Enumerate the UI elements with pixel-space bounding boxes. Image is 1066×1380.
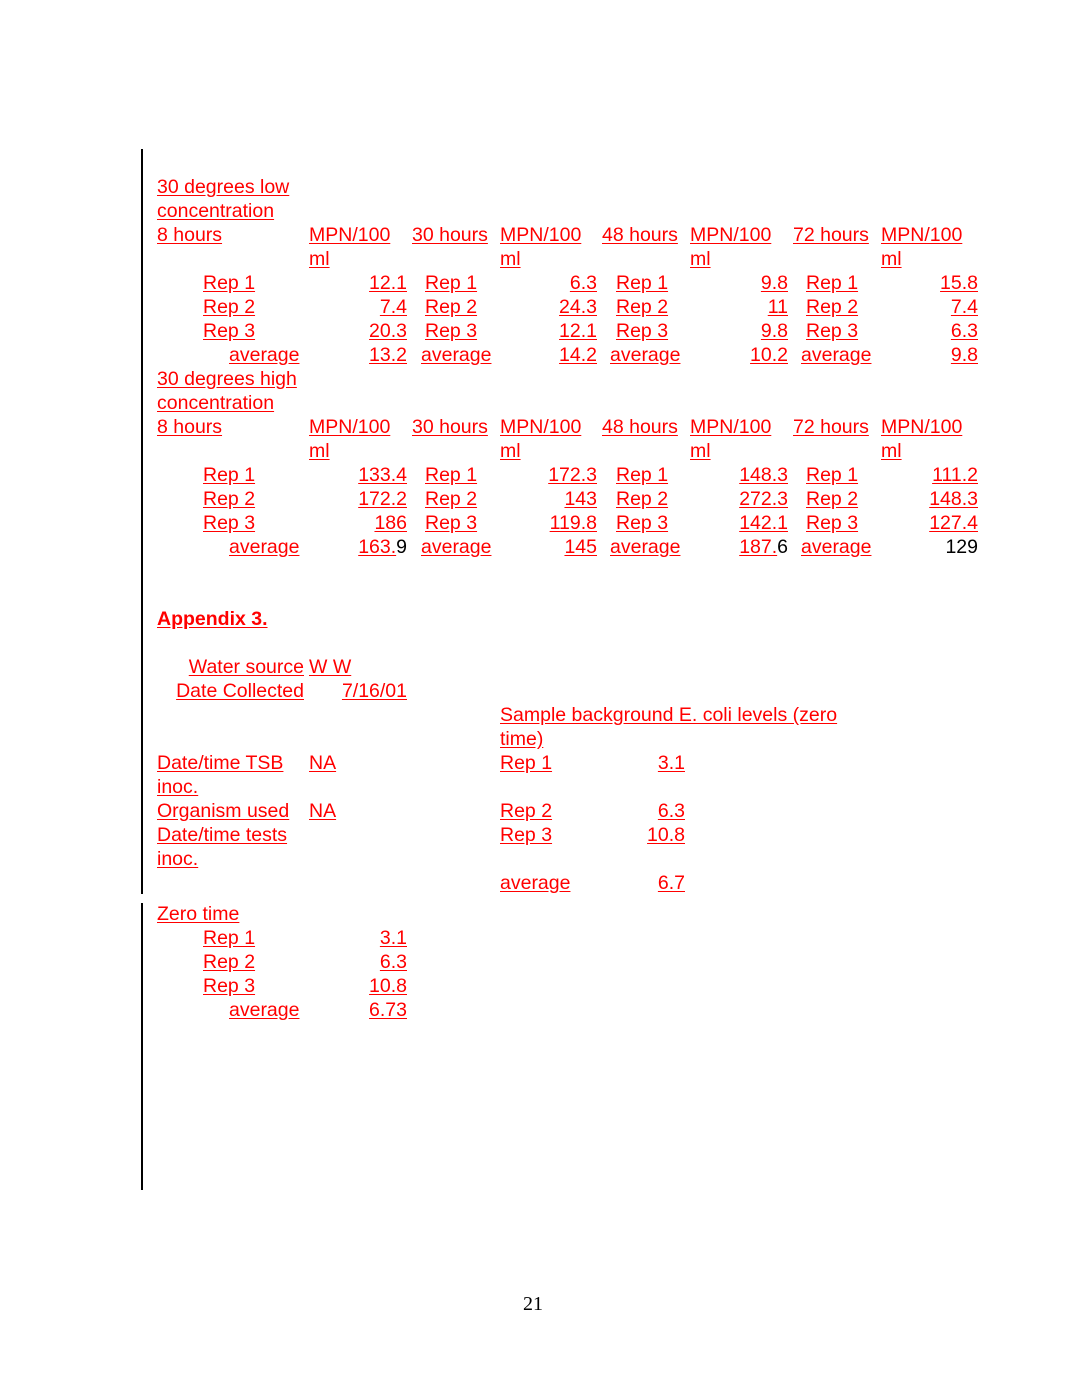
low-rep3-48h: 9.8 (760, 320, 788, 342)
tests-label-line1: Date/time tests (157, 824, 288, 846)
low-rep1-label-48h: Rep 1 (616, 272, 669, 294)
high-average-48h-main: 187. (739, 536, 778, 558)
high-average-label-30h: average (421, 536, 492, 558)
high-rep1-label-72h: Rep 1 (806, 464, 859, 486)
high-rep3-label: Rep 3 (203, 512, 256, 534)
low-average-8h: 13.2 (369, 344, 407, 366)
low-time-30h: 30 hours (412, 224, 488, 246)
low-rep2-72h: 7.4 (950, 296, 978, 318)
background-average-value: 6.7 (657, 872, 685, 894)
high-rep1-label-30h: Rep 1 (425, 464, 478, 486)
high-average-label-72h: average (801, 536, 872, 558)
zero-rep2-value: 6.3 (379, 951, 407, 973)
appendix-heading: Appendix 3. (157, 608, 268, 630)
low-average-label-72h: average (801, 344, 872, 366)
low-unit-col4: MPN/100 (881, 224, 963, 246)
tsb-label-line1: Date/time TSB (157, 752, 284, 774)
low-unit-col3: MPN/100 (690, 224, 772, 246)
low-rep3-72h: 6.3 (950, 320, 978, 342)
high-average-label-48h: average (610, 536, 681, 558)
high-time-72h: 72 hours (793, 416, 869, 438)
low-average-30h: 14.2 (559, 344, 597, 366)
high-unit-col1-ml: ml (309, 440, 330, 462)
low-title-line1: 30 degrees low (157, 176, 290, 198)
tsb-value: NA (309, 752, 337, 774)
date-collected-value: 7/16/01 (341, 680, 407, 702)
tests-label-line2: inoc. (157, 848, 199, 870)
date-collected-label: Date Collected (176, 680, 304, 702)
low-unit-col2: MPN/100 (500, 224, 582, 246)
low-rep1-label-30h: Rep 1 (425, 272, 478, 294)
low-rep2-30h: 24.3 (559, 296, 597, 318)
zero-time-label: Zero time (157, 903, 240, 925)
high-unit-col1: MPN/100 (309, 416, 391, 438)
low-rep2-label-72h: Rep 2 (806, 296, 859, 318)
low-time-72h: 72 hours (793, 224, 869, 246)
high-rep2-label-30h: Rep 2 (425, 488, 478, 510)
zero-rep3-label: Rep 3 (203, 975, 256, 997)
high-rep2-label-48h: Rep 2 (616, 488, 669, 510)
organism-label: Organism used (157, 800, 290, 822)
background-rep1-label: Rep 1 (500, 752, 553, 774)
low-rep1-30h: 6.3 (569, 272, 597, 294)
high-rep1-72h: 111.2 (932, 464, 978, 486)
high-average-8h-main: 163. (358, 536, 397, 558)
organism-value: NA (309, 800, 337, 822)
high-unit-col2: MPN/100 (500, 416, 582, 438)
high-unit-col4: MPN/100 (881, 416, 963, 438)
zero-average-value: 6.73 (369, 999, 407, 1021)
revision-bar-bottom (141, 903, 143, 1190)
background-rep1-value: 3.1 (657, 752, 685, 774)
low-rep2-label-48h: Rep 2 (616, 296, 669, 318)
high-title-line2: concentration (157, 392, 275, 414)
high-rep3-label-48h: Rep 3 (616, 512, 669, 534)
low-unit-col3-ml: ml (690, 248, 711, 270)
high-rep2-72h: 148.3 (929, 488, 978, 510)
high-rep1-label-48h: Rep 1 (616, 464, 669, 486)
background-title-line2: time) (500, 728, 544, 750)
high-time-30h: 30 hours (412, 416, 488, 438)
low-rep1-label: Rep 1 (203, 272, 256, 294)
high-average-48h-tail: 6 (777, 536, 788, 558)
background-rep2-value: 6.3 (657, 800, 685, 822)
high-rep3-8h: 186 (374, 512, 407, 534)
low-rep3-30h: 12.1 (559, 320, 597, 342)
low-average-48h: 10.2 (750, 344, 788, 366)
low-average-label: average (229, 344, 300, 366)
low-rep1-48h: 9.8 (760, 272, 788, 294)
low-time-8h: 8 hours (157, 224, 223, 246)
page-number: 21 (523, 1293, 543, 1315)
low-unit-col4-ml: ml (881, 248, 902, 270)
low-rep2-48h: 11 (767, 296, 788, 318)
high-rep3-48h: 142.1 (739, 512, 788, 534)
background-title-line1: Sample background E. coli levels (zero (500, 704, 838, 726)
low-rep1-8h: 12.1 (369, 272, 407, 294)
high-rep3-label-30h: Rep 3 (425, 512, 478, 534)
high-unit-col2-ml: ml (500, 440, 521, 462)
high-average-72h: 129 (945, 536, 978, 558)
background-rep2-label: Rep 2 (500, 800, 553, 822)
low-rep2-label: Rep 2 (203, 296, 256, 318)
low-rep3-label: Rep 3 (203, 320, 256, 342)
high-rep3-label-72h: Rep 3 (806, 512, 859, 534)
zero-rep1-label: Rep 1 (203, 927, 256, 949)
low-average-72h: 9.8 (950, 344, 978, 366)
zero-rep1-value: 3.1 (379, 927, 407, 949)
low-rep3-label-72h: Rep 3 (806, 320, 859, 342)
low-rep1-72h: 15.8 (940, 272, 978, 294)
high-time-48h: 48 hours (602, 416, 678, 438)
low-unit-col1-ml: ml (309, 248, 330, 270)
zero-rep3-value: 10.8 (369, 975, 407, 997)
background-rep3-label: Rep 3 (500, 824, 553, 846)
high-time-8h: 8 hours (157, 416, 223, 438)
background-rep3-value: 10.8 (647, 824, 685, 846)
low-title-line2: concentration (157, 200, 275, 222)
low-time-48h: 48 hours (602, 224, 678, 246)
low-average-label-30h: average (421, 344, 492, 366)
low-average-label-48h: average (610, 344, 681, 366)
high-rep2-label: Rep 2 (203, 488, 256, 510)
high-unit-col4-ml: ml (881, 440, 902, 462)
high-average-8h-tail: 9 (396, 536, 407, 558)
low-rep1-label-72h: Rep 1 (806, 272, 859, 294)
high-rep3-30h: 119.8 (549, 512, 597, 534)
high-average-label: average (229, 536, 300, 558)
low-rep3-8h: 20.3 (369, 320, 407, 342)
high-average-30h: 145 (564, 536, 597, 558)
water-source-value: W W (309, 656, 352, 678)
high-unit-col3: MPN/100 (690, 416, 772, 438)
low-rep2-label-30h: Rep 2 (425, 296, 478, 318)
high-rep2-label-72h: Rep 2 (806, 488, 859, 510)
water-source-label: Water source (188, 656, 304, 678)
high-rep1-30h: 172.3 (548, 464, 597, 486)
low-rep3-label-48h: Rep 3 (616, 320, 669, 342)
high-rep2-30h: 143 (564, 488, 597, 510)
low-rep2-8h: 7.4 (379, 296, 407, 318)
high-average-48h (739, 535, 788, 559)
high-average-8h (358, 535, 407, 559)
high-rep2-8h: 172.2 (358, 488, 407, 510)
high-rep3-72h: 127.4 (929, 512, 978, 534)
zero-average-label: average (229, 999, 300, 1021)
low-unit-col1: MPN/100 (309, 224, 391, 246)
high-unit-col3-ml: ml (690, 440, 711, 462)
high-rep1-label: Rep 1 (203, 464, 256, 486)
low-unit-col2-ml: ml (500, 248, 521, 270)
high-rep1-8h: 133.4 (358, 464, 407, 486)
revision-bar-top (141, 149, 143, 894)
high-rep2-48h: 272.3 (739, 488, 788, 510)
background-average-label: average (500, 872, 571, 894)
tsb-label-line2: inoc. (157, 776, 199, 798)
high-rep1-48h: 148.3 (739, 464, 788, 486)
high-title-line1: 30 degrees high (157, 368, 297, 390)
zero-rep2-label: Rep 2 (203, 951, 256, 973)
low-rep3-label-30h: Rep 3 (425, 320, 478, 342)
